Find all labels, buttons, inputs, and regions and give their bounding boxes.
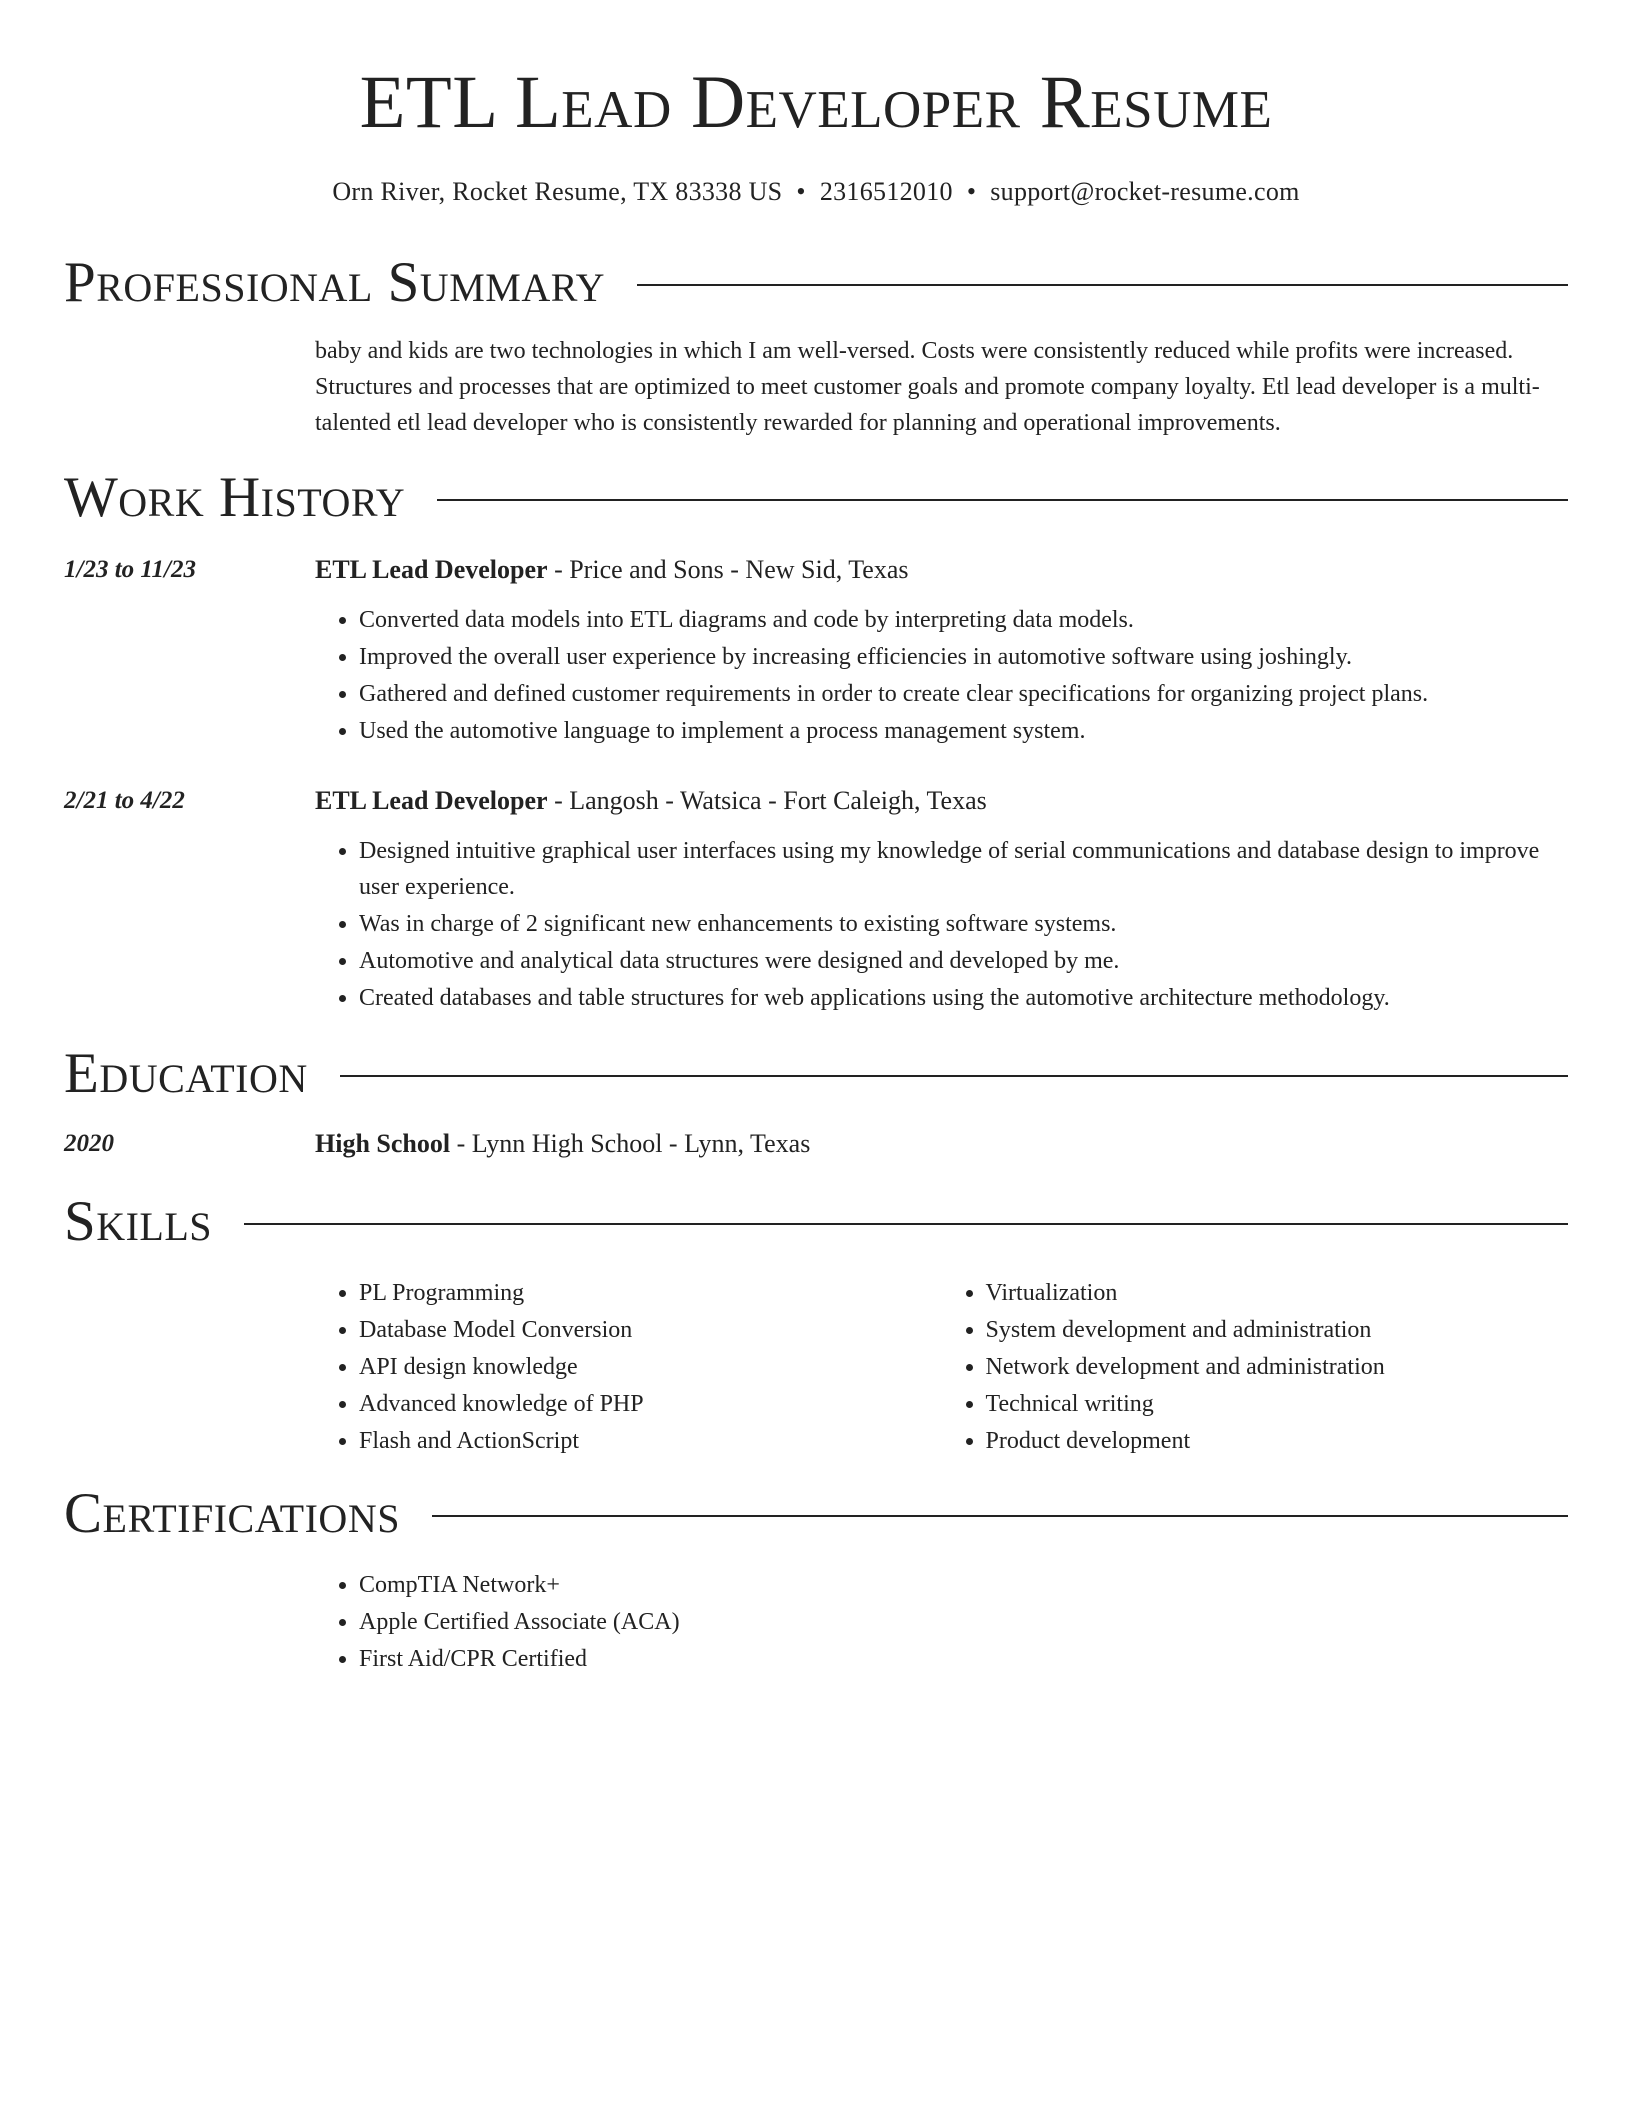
job-details: - Langosh - Watsica - Fort Caleigh, Texas [547, 786, 987, 815]
job-dates: 1/23 to 11/23 [64, 556, 196, 583]
list-item: • Product development [986, 1423, 1569, 1459]
education-degree: High School [315, 1129, 451, 1158]
separator-dot: • [966, 177, 977, 206]
section-divider [340, 1075, 1568, 1077]
list-item: • Advanced knowledge of PHP [359, 1386, 942, 1422]
section-title-education: Education [64, 1042, 308, 1105]
job-title: ETL Lead Developer [315, 555, 548, 584]
list-item: • API design knowledge [359, 1349, 942, 1385]
list-item: • Designed intuitive graphical user interfaces using my knowledge of serial communications and database design to improve user experience. [359, 833, 1568, 905]
section-header-education [64, 1041, 1568, 1107]
job-bullets [315, 602, 1568, 749]
job-bullets [315, 833, 1568, 1016]
list-item: • Was in charge of 2 significant new enhancements to existing software systems. [359, 906, 1568, 942]
resume-title: ETL Lead Developer Resume [359, 61, 1273, 144]
skills-list-right [942, 1275, 1569, 1459]
list-item: • PL Programming [359, 1275, 942, 1311]
section-divider [437, 499, 1568, 501]
section-header-certifications [64, 1481, 1568, 1547]
list-item: • Network development and administration [986, 1349, 1569, 1385]
section-header-skills [64, 1189, 1568, 1255]
contact-address: Orn River, Rocket Resume, TX 83338 US [332, 177, 783, 206]
list-item: • Apple Certified Associate (ACA) [359, 1604, 1568, 1640]
list-item: • Created databases and table structures for web applications using the automotive architecture methodology. [359, 980, 1568, 1016]
list-item: • System development and administration [986, 1312, 1569, 1348]
list-item: • CompTIA Network+ [359, 1567, 1568, 1603]
list-item: • Database Model Conversion [359, 1312, 942, 1348]
job-title: ETL Lead Developer [315, 786, 548, 815]
contact-line [64, 174, 1568, 210]
list-item: • Flash and ActionScript [359, 1423, 942, 1459]
education-year: 2020 [64, 1130, 114, 1157]
section-title-work: Work History [64, 466, 406, 529]
list-item: • Used the automotive language to implement a process management system. [359, 713, 1568, 749]
list-item: • Technical writing [986, 1386, 1569, 1422]
list-item: • Virtualization [986, 1275, 1569, 1311]
list-item: • Automotive and analytical data structures were designed and developed by me. [359, 943, 1568, 979]
skills-list-left [315, 1275, 942, 1459]
section-divider [244, 1223, 1568, 1225]
summary-text: baby and kids are two technologies in which I am well-versed. Costs were consistently reduced while profits were increased. Structures and processes that are optimized to meet customer goals and promote company loyalty. Etl lead developer is a multi-talented etl lead developer who is consistently rewarded for planning and operational improvements. [315, 338, 1540, 436]
list-item: • First Aid/CPR Certified [359, 1641, 1568, 1677]
job-dates: 2/21 to 4/22 [64, 787, 185, 814]
section-title-summary: Professional Summary [64, 251, 606, 314]
section-divider [637, 284, 1568, 286]
certifications-list [315, 1567, 1568, 1677]
job-details: - Price and Sons - New Sid, Texas [547, 555, 909, 584]
separator-dot: • [796, 177, 806, 206]
section-title-certifications: Certifications [64, 1482, 400, 1545]
section-divider [432, 1515, 1568, 1517]
section-header-work [64, 465, 1568, 531]
section-title-skills: Skills [64, 1190, 213, 1253]
list-item: • Improved the overall user experience by increasing efficiencies in automotive software using joshingly. [359, 639, 1568, 675]
section-header-summary [64, 250, 1568, 316]
list-item: • Gathered and defined customer requirements in order to create clear specifications for organizing project plans. [359, 676, 1568, 712]
job-heading [315, 783, 1568, 819]
education-details: - Lynn High School - Lynn, Texas [450, 1129, 811, 1158]
education-heading [315, 1126, 1568, 1162]
list-item: • Converted data models into ETL diagrams and code by interpreting data models. [359, 602, 1568, 638]
resume-page [64, 0, 1568, 2112]
job-heading [315, 552, 1568, 588]
contact-email: support@rocket-resume.com [990, 177, 1300, 206]
contact-phone: 2316512010 [819, 177, 953, 206]
